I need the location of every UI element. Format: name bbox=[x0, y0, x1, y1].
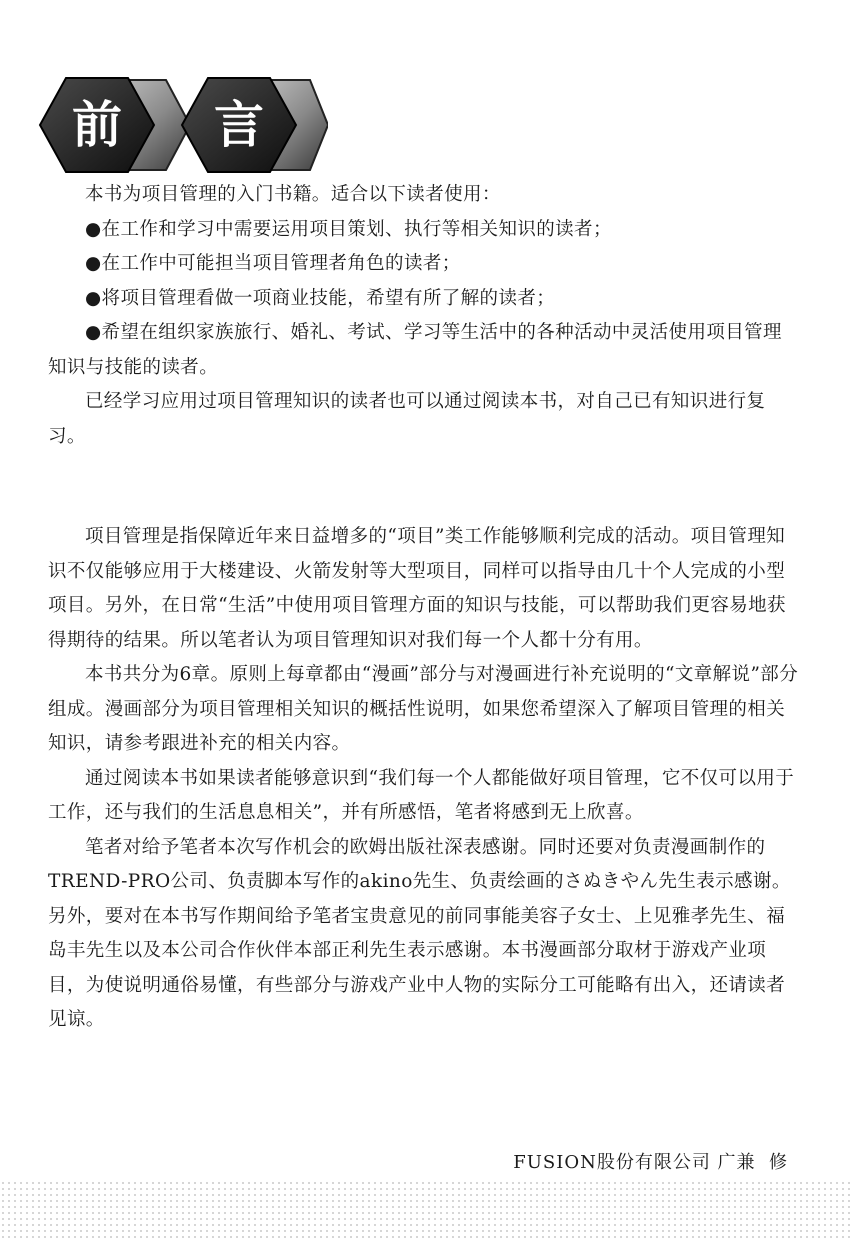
review-paragraph: 已经学习应用过项目管理知识的读者也可以通过阅读本书，对自己已有知识进行复习。 bbox=[48, 391, 766, 447]
title-char-2: 言 bbox=[214, 96, 264, 154]
acknowledgement-paragraph: 笔者对给予笔者本次写作机会的欧姆出版社深表感谢。同时还要对负责漫画制作的TREND-PRO公司、负责脚本写作的akino先生、负责绘画的さぬきやん先生表示感谢。另外，要对在本书写作期间给予笔者宝贵意见的前同事能美容子女士、上见雅孝先生、福岛丰先生以及本公司合作伙伴本部正利先生表示感谢。本书漫画部分取材于游戏产业项目，为使说明通俗易懂，有些部分与游戏产业中人物的实际分工可能略有出入，还请读者见谅。 bbox=[48, 836, 791, 1030]
reader-bullet: ●将项目管理看做一项商业技能，希望有所了解的读者； bbox=[85, 287, 556, 309]
preface-title-banner bbox=[38, 70, 328, 180]
reader-bullet: ●希望在组织家族旅行、婚礼、考试、学习等生活中的各种活动中灵活使用项目管理知识与技能的读者。 bbox=[48, 322, 782, 378]
footer-dot-pattern bbox=[0, 1180, 850, 1238]
reader-bullet: ●在工作中可能担当项目管理者角色的读者； bbox=[85, 253, 461, 274]
author-signature: FUSION股份有限公司 广兼 修 bbox=[513, 1152, 788, 1173]
body-paragraph: 项目管理是指保障近年来日益增多的“项目”类工作能够顺利完成的活动。项目管理知识不仅能够应用于大楼建设、火箭发射等大型项目，同样可以指导由几十个人完成的小型项目。另外，在日常“生活”中使用项目管理方面的知识与技能，可以帮助我们更容易地获得期待的结果。所以笔者认为项目管理知识对我们每一个人都十分有用。 bbox=[48, 526, 786, 651]
preface-body bbox=[48, 178, 800, 1038]
reader-bullet: ●在工作和学习中需要运用项目策划、执行等相关知识的读者； bbox=[85, 218, 612, 240]
body-paragraph: 通过阅读本书如果读者能够意识到“我们每一个人都能做好项目管理，它不仅可以用于工作，还与我们的生活息息相关”，并有所感悟，笔者将感到无上欣喜。 bbox=[48, 767, 795, 823]
body-paragraph: 本书共分为6章。原则上每章都由“漫画”部分与对漫画进行补充说明的“文章解说”部分组成。漫画部分为项目管理相关知识的概括性说明，如果您希望深入了解项目管理的相关知识，请参考跟进补充的相关内容。 bbox=[48, 664, 799, 754]
title-char-1: 前 bbox=[72, 96, 122, 154]
section-gap bbox=[48, 454, 800, 520]
intro-line: 本书为项目管理的入门书籍。适合以下读者使用： bbox=[85, 184, 501, 205]
